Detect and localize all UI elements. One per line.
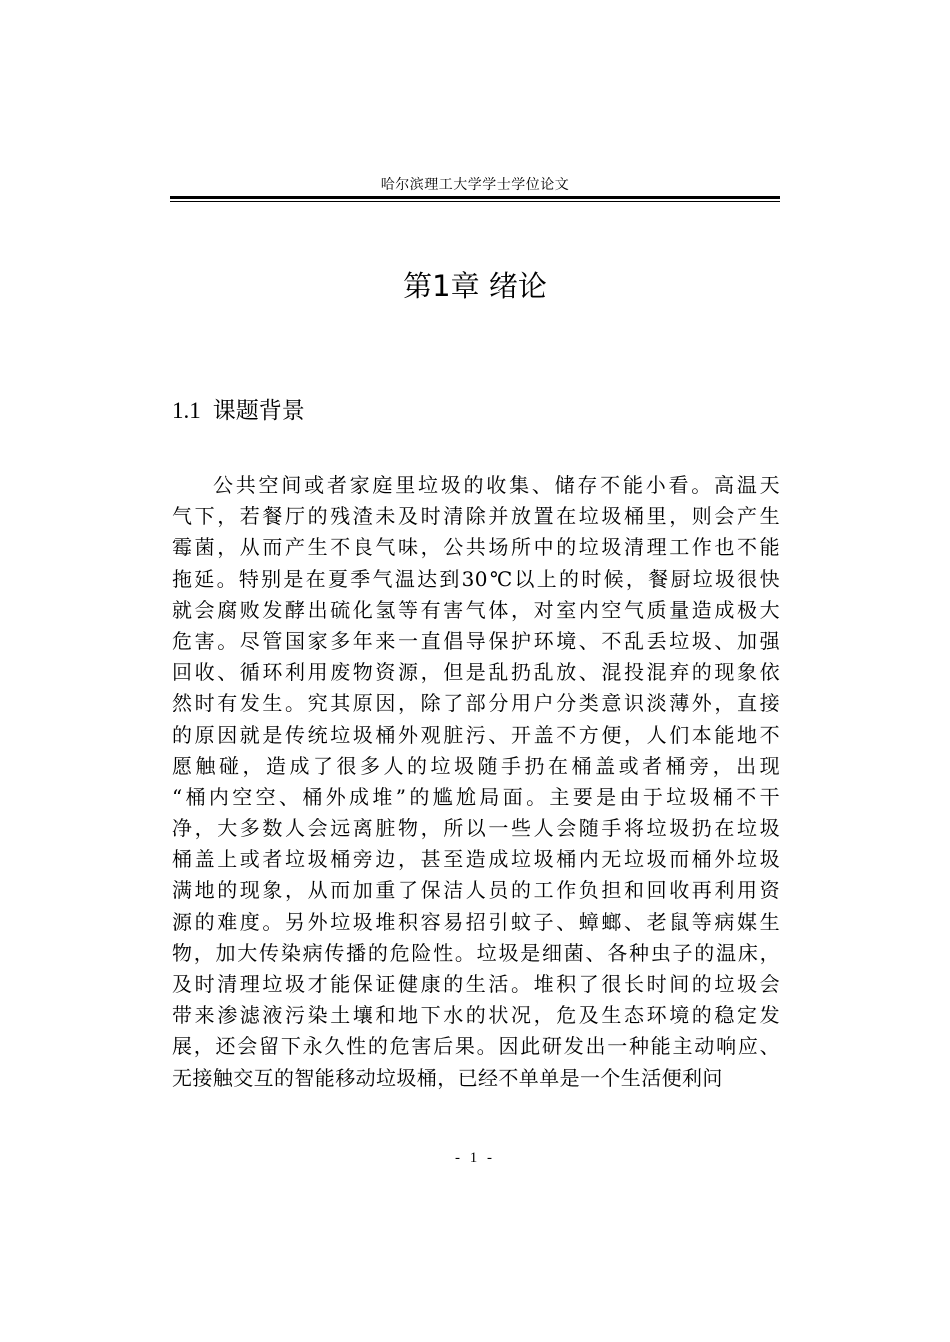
section-heading xyxy=(172,394,305,428)
body-line: 满地的现象，从而加重了保洁人员的工作负担和回收再利用资 xyxy=(172,878,780,903)
body-line: 展，还会留下永久性的危害后果。因此研发出一种能主动响应、 xyxy=(172,1034,780,1059)
body-line: 无接触交互的智能移动垃圾桶，已经不单单是一个生活便利问 xyxy=(172,1065,723,1090)
body-paragraph xyxy=(172,470,780,1094)
body-line: “桶内空空、桶外成堆”的尴尬局面。主要是由于垃圾桶不干 xyxy=(172,784,780,809)
body-line: 净，大多数人会远离脏物，所以一些人会随手将垃圾扔在垃圾 xyxy=(172,816,780,841)
body-line: 的原因就是传统垃圾桶外观脏污、开盖不方便，人们本能地不 xyxy=(172,722,780,747)
body-line: 愿触碰，造成了很多人的垃圾随手扔在桶盖或者桶旁，出现 xyxy=(172,753,780,778)
body-line: 气下，若餐厅的残渣未及时清除并放置在垃圾桶里，则会产生 xyxy=(172,504,780,529)
body-line: 危害。尽管国家多年来一直倡导保护环境、不乱丢垃圾、加强 xyxy=(172,628,780,653)
body-line: 带来渗滤液污染土壤和地下水的状况，危及生态环境的稳定发 xyxy=(172,1003,780,1028)
body-line: 源的难度。另外垃圾堆积容易招引蚊子、蟑螂、老鼠等病媒生 xyxy=(172,909,780,934)
running-header: 哈尔滨理工大学学士学位论文 xyxy=(380,177,570,193)
body-line: 霉菌，从而产生不良气味，公共场所中的垃圾清理工作也不能 xyxy=(172,535,780,560)
body-line: 桶盖上或者垃圾桶旁边，甚至造成垃圾桶内无垃圾而桶外垃圾 xyxy=(172,847,780,872)
chapter-title: 第1章 绪论 xyxy=(403,269,547,303)
body-line: 拖延。特别是在夏季气温达到30℃以上的时候，餐厨垃圾很快 xyxy=(172,566,780,591)
body-line: 就会腐败发酵出硫化氢等有害气体，对室内空气质量造成极大 xyxy=(172,597,780,622)
body-line: 物，加大传染病传播的危险性。垃圾是细菌、各种虫子的温床， xyxy=(172,940,780,965)
section-title: 课题背景 xyxy=(212,398,305,424)
body-line: 及时清理垃圾才能保证健康的生活。堆积了很长时间的垃圾会 xyxy=(172,972,780,996)
section-number: 1.1 xyxy=(172,398,201,423)
body-line: 回收、循环利用废物资源，但是乱扔乱放、混投混弃的现象依 xyxy=(172,660,780,685)
body-line: 然时有发生。究其原因，除了部分用户分类意识淡薄外，直接 xyxy=(172,691,780,716)
header-rule-thin xyxy=(170,201,780,202)
body-line: 公共空间或者家庭里垃圾的收集、储存不能小看。高温天 xyxy=(213,473,780,497)
header-rule-thick xyxy=(170,196,780,199)
page-number: - 1 - xyxy=(455,1150,495,1166)
